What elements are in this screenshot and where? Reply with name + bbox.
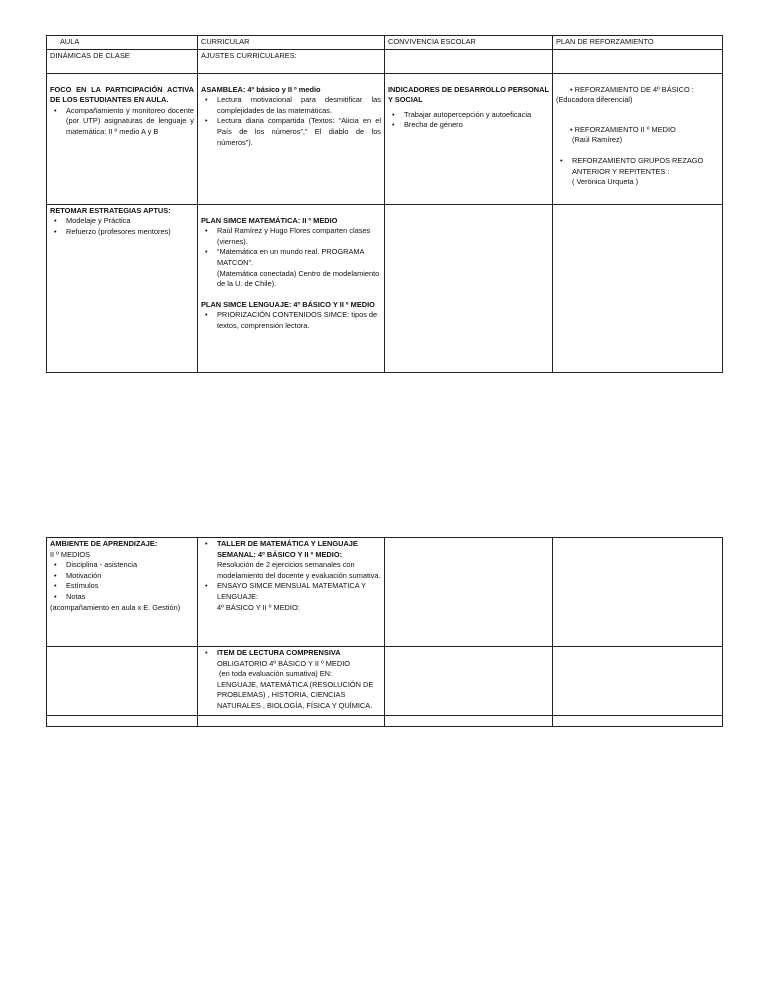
list-item: • Trabajar autopercepción y autoeficacia — [404, 110, 549, 121]
ensayo-text: 4º BÁSICO Y II º MEDIO: — [217, 602, 300, 612]
cell-ambiente — [47, 538, 198, 647]
cell-taller — [198, 538, 385, 647]
taller-text: Resolución de 2 ejercicios semanales con modelamiento del docente y evaluación sumativa. — [217, 560, 381, 580]
taller-list — [201, 539, 381, 613]
reforzamiento-rezago-note: ( Verónica Urqueta ) — [572, 177, 639, 187]
ensayo-title: • ENSAYO SIMCE MENSUAL MATEMATICA Y LENGUAJE: — [217, 581, 366, 601]
plan-table-2 — [46, 537, 723, 727]
subheader-dinamicas: DINÁMICAS DE CLASE — [47, 49, 198, 73]
cell-indicadores — [385, 73, 553, 204]
subheader-ajustes: AJUSTES CURRICULARES: — [198, 49, 385, 73]
subheader-empty-3 — [385, 49, 553, 73]
header-reforzamiento: PLAN DE REFORZAMIENTO — [553, 36, 723, 50]
lectura-line-1: OBLIGATORIO 4º BÁSICO Y II º MEDIO — [217, 658, 350, 668]
list-item: • Estímulos — [66, 581, 194, 592]
list-item: • Lectura motivacional para desmitificar las complejidades de las matemáticas. — [217, 95, 381, 116]
cell-empty-t2r2c3 — [385, 647, 553, 716]
ambiente-title: AMBIENTE DE APRENDIZAJE: — [50, 539, 158, 548]
list-item: • REFORZAMIENTO GRUPOS REZAGO ANTERIOR Y REPITENTES : — [572, 156, 719, 177]
header-curricular: CURRICULAR — [198, 36, 385, 50]
lectura-line-2: (en toda evaluación sumativa) EN: — [217, 669, 333, 679]
asamblea-title: ASAMBLEA: 4º básico y II º medio — [201, 84, 321, 94]
list-item: • Lectura diaria compartida (Textos: “Alicia en el País de los números”,” El diablo de los números”). — [217, 116, 381, 148]
list-item: • Modelaje y Práctica — [66, 216, 194, 227]
reforzamiento-ii-medio: • REFORZAMIENTO II º MEDIO — [570, 124, 676, 134]
foco-title: FOCO EN LA PARTICIPACIÓN ACTIVA DE LOS ESTUDIANTES EN AULA. — [50, 84, 194, 105]
simce-lenguaje-list — [201, 310, 381, 331]
cell-plan-simce — [198, 204, 385, 372]
cell-empty-t2r1c4 — [553, 538, 723, 647]
cell-empty-t2r3c1 — [47, 716, 198, 727]
foco-list — [50, 106, 194, 138]
ambiente-subtitle: II º MEDIOS — [50, 549, 91, 559]
subheader-empty-4 — [553, 49, 723, 73]
cell-lectura — [198, 647, 385, 716]
list-item: • Refuerzo (profesores mentores) — [66, 227, 194, 238]
list-item — [217, 581, 381, 613]
list-item: • Brecha de género — [404, 120, 549, 131]
list-item: • Acompañamiento y monitoreo docente (por UTP) asignaturas de lenguaje y matemática: II º medio A y B — [66, 106, 194, 138]
cell-empty-t2r2c1 — [47, 647, 198, 716]
cell-asamblea — [198, 73, 385, 204]
cell-empty-r2c4 — [553, 204, 723, 372]
cell-reforzamiento — [553, 73, 723, 204]
aptus-list — [50, 216, 194, 237]
cell-empty-t2r3c2 — [198, 716, 385, 727]
cell-empty-t2r3c4 — [553, 716, 723, 727]
list-item: • Raúl Ramírez y Hugo Flores comparten clases (viernes). — [217, 226, 381, 247]
reforzamiento-ii-medio-note: (Raúl Ramírez) — [572, 135, 623, 145]
list-item: • Disciplina - asistencia — [66, 560, 194, 571]
list-item: • “Matemática en un mundo real. PROGRAMA MATCON”. — [217, 247, 381, 268]
header-convivencia: CONVIVENCIA ESCOLAR — [385, 36, 553, 50]
cell-empty-t2r2c4 — [553, 647, 723, 716]
simce-matematica-title: PLAN SIMCE MATEMÁTICA: II º MEDIO — [201, 215, 338, 225]
ambiente-note: (acompañamiento en aula x E. Gestión) — [50, 602, 181, 612]
simce-matematica-note: (Matemática conectada) Centro de modelamiento de la U. de Chile). — [217, 268, 380, 289]
plan-table-1 — [46, 35, 723, 373]
lectura-line-3: LENGUAJE, MATEMÁTICA (RESOLUCIÓN DE PROBLEMAS) , HISTORIA, CIENCIAS NATURALES , BIOLOGÍA, FÍSICA Y QUÍMICA. — [217, 679, 374, 710]
indicadores-title: INDICADORES DE DESARROLLO PERSONAL Y SOCIAL — [388, 84, 549, 105]
ambiente-list — [50, 560, 194, 602]
lectura-list — [201, 648, 381, 712]
cell-foco — [47, 73, 198, 204]
indicadores-list — [388, 110, 549, 131]
simce-matematica-list — [201, 226, 381, 268]
list-item: • PRIORIZACIÓN CONTENIDOS SIMCE: tipos de textos, comprensión lectora. — [217, 310, 381, 331]
cell-aptus — [47, 204, 198, 372]
cell-empty-t2r3c3 — [385, 716, 553, 727]
cell-empty-t2r1c3 — [385, 538, 553, 647]
asamblea-list — [201, 95, 381, 148]
taller-title: • TALLER DE MATEMÁTICA Y LENGUAJE SEMANAL: 4º BÁSICO Y II º MEDIO: — [217, 539, 358, 559]
list-item: • Notas — [66, 592, 194, 603]
reforzamiento-4-basico: • REFORZAMIENTO DE 4º BÁSICO : — [570, 84, 694, 94]
simce-lenguaje-title: PLAN SIMCE LENGUAJE: 4º BÁSICO Y II º MEDIO — [201, 299, 375, 309]
reforzamiento-4-basico-note: (Educadora diferencial) — [556, 95, 633, 105]
list-item: • Motivación — [66, 571, 194, 582]
reforzamiento-rezago-list — [556, 156, 719, 177]
aptus-title: RETOMAR ESTRATEGIAS APTUS: — [50, 205, 171, 215]
cell-empty-r2c3 — [385, 204, 553, 372]
lectura-title: • ITEM DE LECTURA COMPRENSIVA — [217, 648, 341, 657]
list-item — [217, 648, 381, 712]
header-aula: AULA — [47, 36, 198, 50]
list-item — [217, 539, 381, 581]
